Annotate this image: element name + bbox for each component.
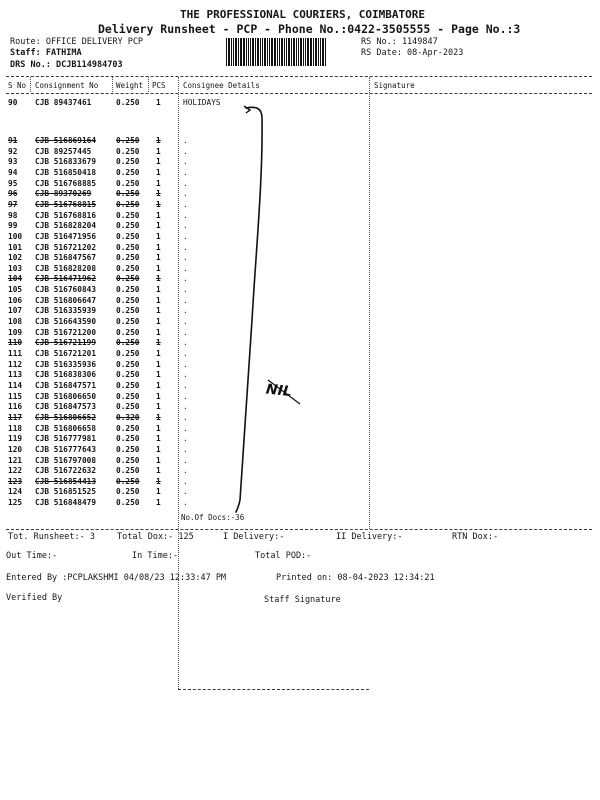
row-details: . bbox=[183, 146, 188, 156]
row-consignment-no: CJB 516806647 bbox=[35, 295, 97, 305]
row-weight: 0.250 bbox=[116, 487, 140, 497]
col-header-weight: Weight bbox=[116, 81, 144, 90]
row-weight: 0.250 bbox=[116, 263, 140, 273]
row-consignment-no: CJB 516828208 bbox=[35, 263, 97, 273]
row-sno: 106 bbox=[8, 295, 23, 305]
row-details: . bbox=[183, 359, 188, 369]
row-sno: 90 bbox=[8, 98, 18, 107]
row-details: . bbox=[183, 274, 188, 284]
row-pcs: 1 bbox=[156, 434, 161, 444]
row-weight: 0.250 bbox=[116, 157, 140, 167]
row-pcs: 1 bbox=[156, 306, 161, 316]
row-weight: 0.250 bbox=[116, 242, 140, 252]
row-consignment-no: CJB 89437461 bbox=[35, 98, 92, 107]
drs-number: DRS No.: DCJB114984703 bbox=[10, 60, 123, 70]
row-sno: 95 bbox=[8, 178, 18, 188]
row-details: . bbox=[183, 306, 188, 316]
row-weight: 0.250 bbox=[116, 178, 140, 188]
row-weight: 0.250 bbox=[116, 466, 140, 476]
row-weight: 0.250 bbox=[116, 306, 140, 316]
row-weight: 0.250 bbox=[116, 295, 140, 305]
rtn-dox: RTN Dox:- bbox=[452, 532, 499, 542]
row-details: . bbox=[183, 444, 188, 454]
row-details: . bbox=[183, 189, 188, 199]
row-pcs: 1 bbox=[156, 402, 161, 412]
row-pcs: 1 bbox=[156, 349, 161, 358]
row-sno: 94 bbox=[8, 167, 18, 177]
staff-signature: Staff Signature bbox=[264, 595, 341, 605]
row-details: . bbox=[183, 263, 188, 273]
row-sno: 124 bbox=[8, 487, 23, 497]
row-pcs: 1 bbox=[156, 210, 161, 220]
row-sno: 104 bbox=[8, 274, 23, 284]
row-pcs: 1 bbox=[156, 136, 161, 145]
row-consignment-no: CJB 516869164 bbox=[35, 136, 97, 145]
row-consignment-no: CJB 516335936 bbox=[35, 359, 97, 369]
row-consignment-no: CJB 516471962 bbox=[35, 274, 97, 284]
row-consignment-no: CJB 516797008 bbox=[35, 455, 97, 465]
row-sno: 120 bbox=[8, 444, 23, 454]
row-sno: 121 bbox=[8, 455, 23, 465]
row-pcs: 1 bbox=[156, 146, 161, 156]
row-sno: 103 bbox=[8, 263, 23, 273]
row-consignment-no: CJB 516335939 bbox=[35, 306, 97, 316]
i-delivery: I Delivery:- bbox=[223, 532, 285, 542]
row-consignment-no: CJB 89370269 bbox=[35, 189, 92, 199]
row-sno: 96 bbox=[8, 189, 18, 199]
col-header-sno: S No bbox=[8, 81, 27, 90]
row-weight: 0.250 bbox=[116, 210, 140, 220]
verified-by: Verified By bbox=[6, 593, 63, 603]
row-pcs: 1 bbox=[156, 317, 161, 327]
row-sno: 117 bbox=[8, 412, 23, 422]
row-sno: 97 bbox=[8, 199, 18, 209]
row-weight: 0.250 bbox=[116, 167, 140, 177]
row-consignment-no: CJB 516760843 bbox=[35, 285, 97, 295]
row-consignment-no: CJB 516806658 bbox=[35, 423, 97, 433]
row-details: . bbox=[183, 487, 188, 497]
row-weight: 0.320 bbox=[116, 412, 140, 422]
ii-delivery: II Delivery:- bbox=[336, 532, 403, 542]
row-consignment-no: CJB 516806652 bbox=[35, 412, 97, 422]
row-weight: 0.250 bbox=[116, 370, 140, 380]
row-pcs: 1 bbox=[156, 274, 161, 284]
row-sno: 99 bbox=[8, 221, 18, 231]
row-pcs: 1 bbox=[156, 487, 161, 497]
row-weight: 0.250 bbox=[116, 391, 140, 401]
row-pcs: 1 bbox=[156, 498, 161, 508]
row-consignment-no: CJB 516838306 bbox=[35, 370, 97, 380]
total-pod: Total POD:- bbox=[255, 551, 312, 561]
row-consignment-no: CJB 516721199 bbox=[35, 338, 97, 348]
row-consignment-no: CJB 516854413 bbox=[35, 476, 97, 486]
row-pcs: 1 bbox=[156, 391, 161, 401]
row-sno: 114 bbox=[8, 380, 23, 390]
row-pcs: 1 bbox=[156, 189, 161, 199]
row-consignment-no: CJB 516848479 bbox=[35, 498, 97, 508]
row-sno: 109 bbox=[8, 327, 23, 337]
col-header-details: Consignee Details bbox=[183, 81, 260, 90]
row-sno: 123 bbox=[8, 476, 23, 486]
row-sno: 110 bbox=[8, 338, 23, 348]
row-sno: 107 bbox=[8, 306, 23, 316]
row-sno: 122 bbox=[8, 466, 23, 476]
row-pcs: 1 bbox=[156, 221, 161, 231]
row-consignment-no: CJB 516847573 bbox=[35, 402, 97, 412]
tot-runsheet: Tot. Runsheet:- 3 bbox=[8, 532, 95, 542]
row-details: . bbox=[183, 370, 188, 380]
row-details: . bbox=[183, 455, 188, 465]
row-details: . bbox=[183, 199, 188, 209]
row-details: . bbox=[183, 349, 188, 358]
row-consignment-no: CJB 516850418 bbox=[35, 167, 97, 177]
printed-on: Printed on: 08-04-2023 12:34:21 bbox=[276, 573, 435, 583]
row-sno: 112 bbox=[8, 359, 23, 369]
row-consignment-no: CJB 516471956 bbox=[35, 231, 97, 241]
row-weight: 0.250 bbox=[116, 338, 140, 348]
row-details: . bbox=[183, 391, 188, 401]
row-sno: 125 bbox=[8, 498, 23, 508]
row-sno: 113 bbox=[8, 370, 23, 380]
row-consignment-no: CJB 516847571 bbox=[35, 380, 97, 390]
row-details: HOLIDAYS bbox=[183, 98, 221, 107]
row-consignment-no: CJB 516643590 bbox=[35, 317, 97, 327]
row-weight: 0.250 bbox=[116, 455, 140, 465]
row-pcs: 1 bbox=[156, 380, 161, 390]
row-weight: 0.250 bbox=[116, 476, 140, 486]
row-weight: 0.250 bbox=[116, 444, 140, 454]
row-consignment-no: CJB 516847567 bbox=[35, 253, 97, 263]
row-details: . bbox=[183, 327, 188, 337]
entered-by: Entered By :PCPLAKSHMI 04/08/23 12:33:47 PM bbox=[6, 573, 227, 583]
row-details: . bbox=[183, 285, 188, 295]
in-time: In Time:- bbox=[132, 551, 179, 561]
row-consignment-no: CJB 516828204 bbox=[35, 221, 97, 231]
row-details: . bbox=[183, 167, 188, 177]
rs-date: RS Date: 08-Apr-2023 bbox=[361, 48, 464, 58]
row-pcs: 1 bbox=[156, 178, 161, 188]
row-weight: 0.250 bbox=[116, 498, 140, 508]
row-consignment-no: CJB 516722632 bbox=[35, 466, 97, 476]
row-sno: 108 bbox=[8, 317, 23, 327]
company-name: THE PROFESSIONAL COURIERS, COIMBATORE bbox=[180, 8, 426, 21]
col-header-signature: Signature bbox=[374, 81, 415, 90]
row-details: . bbox=[183, 466, 188, 476]
row-consignment-no: CJB 516768885 bbox=[35, 178, 97, 188]
row-details: . bbox=[183, 476, 188, 486]
row-pcs: 1 bbox=[156, 444, 161, 454]
row-pcs: 1 bbox=[156, 253, 161, 263]
row-consignment-no: CJB 516721201 bbox=[35, 349, 97, 358]
row-sno: 118 bbox=[8, 423, 23, 433]
row-sno: 98 bbox=[8, 210, 18, 220]
row-pcs: 1 bbox=[156, 412, 161, 422]
row-consignment-no: CJB 516777981 bbox=[35, 434, 97, 444]
row-pcs: 1 bbox=[156, 231, 161, 241]
row-sno: 116 bbox=[8, 402, 23, 412]
runsheet-title: Delivery Runsheet - PCP - Phone No.:0422-3505555 - Page No.:3 bbox=[98, 22, 521, 36]
row-sno: 105 bbox=[8, 285, 23, 295]
row-details: . bbox=[183, 136, 188, 145]
row-pcs: 1 bbox=[156, 157, 161, 167]
row-weight: 0.250 bbox=[116, 317, 140, 327]
row-sno: 100 bbox=[8, 231, 23, 241]
row-details: . bbox=[183, 402, 188, 412]
handwritten-vertical-line bbox=[236, 107, 262, 512]
row-pcs: 1 bbox=[156, 285, 161, 295]
row-weight: 0.250 bbox=[116, 434, 140, 444]
row-details: . bbox=[183, 338, 188, 348]
row-weight: 0.250 bbox=[116, 253, 140, 263]
row-weight: 0.250 bbox=[116, 221, 140, 231]
row-consignment-no: CJB 516833679 bbox=[35, 157, 97, 167]
row-details: . bbox=[183, 380, 188, 390]
row-consignment-no: CJB 516806650 bbox=[35, 391, 97, 401]
col-header-consignment: Consignment No bbox=[35, 81, 99, 90]
row-weight: 0.250 bbox=[116, 285, 140, 295]
row-consignment-no: CJB 89257445 bbox=[35, 146, 92, 156]
row-weight: 0.250 bbox=[116, 327, 140, 337]
total-dox: Total Dox:- 125 bbox=[117, 532, 194, 542]
no-of-docs: No.Of Docs:-36 bbox=[181, 513, 245, 522]
row-weight: 0.250 bbox=[116, 98, 140, 107]
row-details: . bbox=[183, 221, 188, 231]
row-weight: 0.250 bbox=[116, 189, 140, 199]
out-time: Out Time:- bbox=[6, 551, 58, 561]
row-pcs: 1 bbox=[156, 167, 161, 177]
row-consignment-no: CJB 516721200 bbox=[35, 327, 97, 337]
row-consignment-no: CJB 516768816 bbox=[35, 210, 97, 220]
row-details: . bbox=[183, 210, 188, 220]
row-sno: 102 bbox=[8, 253, 23, 263]
row-sno: 93 bbox=[8, 157, 18, 167]
row-weight: 0.250 bbox=[116, 231, 140, 241]
row-weight: 0.250 bbox=[116, 423, 140, 433]
row-pcs: 1 bbox=[156, 370, 161, 380]
row-consignment-no: CJB 516721202 bbox=[35, 242, 97, 252]
row-details: . bbox=[183, 231, 188, 241]
row-details: . bbox=[183, 423, 188, 433]
row-pcs: 1 bbox=[156, 338, 161, 348]
row-sno: 101 bbox=[8, 242, 23, 252]
row-pcs: 1 bbox=[156, 242, 161, 252]
row-pcs: 1 bbox=[156, 199, 161, 209]
row-weight: 0.250 bbox=[116, 146, 140, 156]
row-weight: 0.250 bbox=[116, 199, 140, 209]
row-weight: 0.250 bbox=[116, 402, 140, 412]
row-pcs: 1 bbox=[156, 359, 161, 369]
row-pcs: 1 bbox=[156, 476, 161, 486]
rs-number: RS No.: 1149847 bbox=[361, 37, 438, 47]
row-details: . bbox=[183, 317, 188, 327]
row-details: . bbox=[183, 157, 188, 167]
row-sno: 92 bbox=[8, 146, 18, 156]
row-weight: 0.250 bbox=[116, 349, 140, 358]
row-weight: 0.250 bbox=[116, 359, 140, 369]
row-details: . bbox=[183, 242, 188, 252]
row-details: . bbox=[183, 498, 188, 508]
row-pcs: 1 bbox=[156, 423, 161, 433]
row-sno: 119 bbox=[8, 434, 23, 444]
row-details: . bbox=[183, 178, 188, 188]
row-sno: 111 bbox=[8, 349, 23, 358]
handwritten-nil: NIL bbox=[265, 381, 293, 401]
row-pcs: 1 bbox=[156, 455, 161, 465]
row-consignment-no: CJB 516768815 bbox=[35, 199, 97, 209]
row-weight: 0.250 bbox=[116, 380, 140, 390]
row-consignment-no: CJB 516851525 bbox=[35, 487, 97, 497]
staff-label: Staff: FATHIMA bbox=[10, 48, 82, 58]
row-weight: 0.250 bbox=[116, 136, 140, 145]
row-consignment-no: CJB 516777643 bbox=[35, 444, 97, 454]
row-sno: 91 bbox=[8, 136, 18, 145]
row-details: . bbox=[183, 434, 188, 444]
route-label: Route: OFFICE DELIVERY PCP bbox=[10, 37, 144, 47]
row-pcs: 1 bbox=[156, 295, 161, 305]
row-sno: 115 bbox=[8, 391, 23, 401]
row-weight: 0.250 bbox=[116, 274, 140, 284]
row-pcs: 1 bbox=[156, 466, 161, 476]
row-pcs: 1 bbox=[156, 263, 161, 273]
row-details: . bbox=[183, 253, 188, 263]
row-details: . bbox=[183, 295, 188, 305]
row-details: . bbox=[183, 412, 188, 422]
row-pcs: 1 bbox=[156, 327, 161, 337]
row-pcs: 1 bbox=[156, 98, 161, 107]
col-header-pcs: PCS bbox=[152, 81, 166, 90]
